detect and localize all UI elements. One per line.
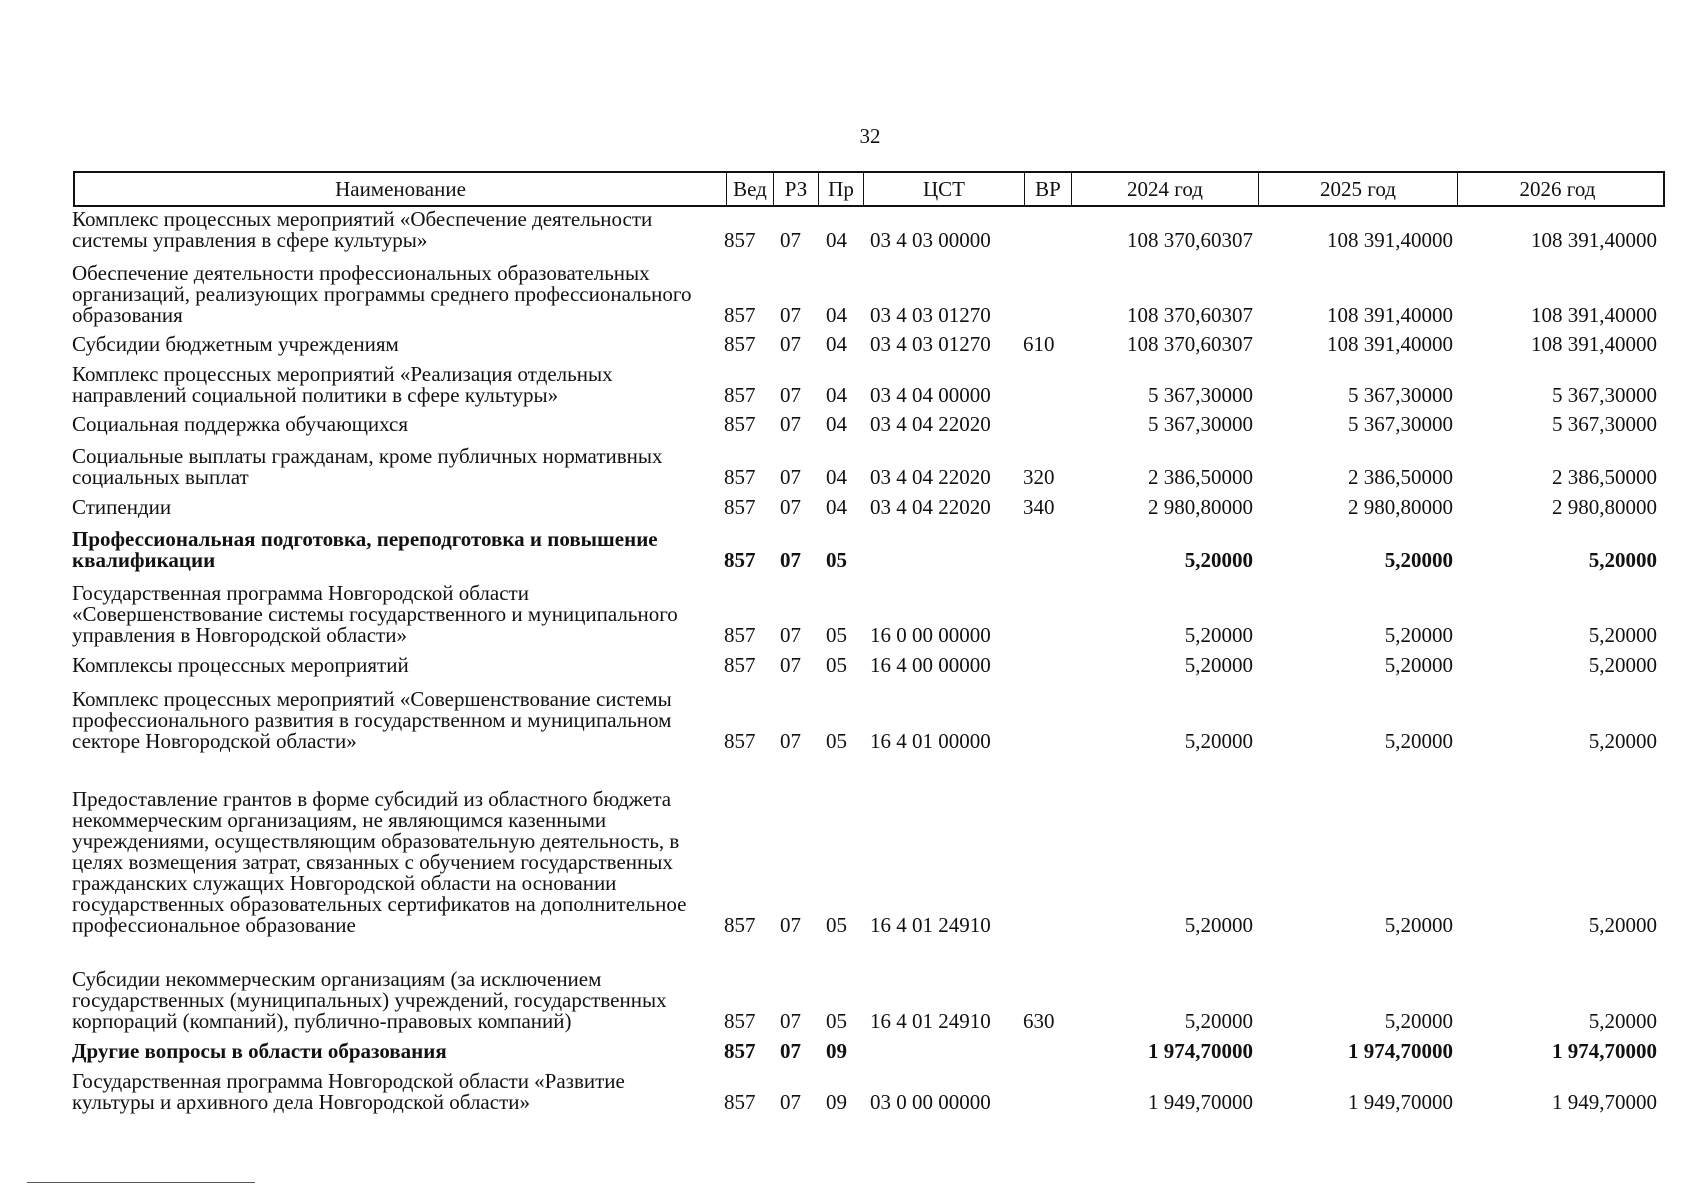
cell-ved: 857 bbox=[724, 303, 756, 327]
cell-2026: 5,20000 bbox=[1588, 913, 1657, 937]
cell-2026: 5,20000 bbox=[1588, 548, 1657, 572]
cell-2026: 1 974,70000 bbox=[1552, 1039, 1657, 1063]
cell-pr: 04 bbox=[826, 412, 847, 436]
cell-cst: 03 4 04 22020 bbox=[870, 465, 991, 489]
cell-ved: 857 bbox=[724, 228, 756, 252]
cell-cst: 03 4 04 22020 bbox=[870, 412, 991, 436]
cell-2026: 5 367,30000 bbox=[1552, 412, 1657, 436]
cell-pr: 09 bbox=[826, 1039, 847, 1063]
row-name: Стипендии bbox=[72, 495, 172, 519]
table-row bbox=[0, 576, 1695, 646]
cell-pr: 04 bbox=[826, 228, 847, 252]
cell-vr: 340 bbox=[1023, 495, 1055, 519]
cell-pr: 05 bbox=[826, 623, 847, 647]
cell-rz: 07 bbox=[780, 228, 801, 252]
cell-2025: 5,20000 bbox=[1384, 548, 1453, 572]
page-number: 32 bbox=[859, 124, 881, 148]
footer-rule bbox=[27, 1182, 255, 1183]
cell-rz: 07 bbox=[780, 548, 801, 572]
cell-cst: 16 4 01 24910 bbox=[870, 913, 991, 937]
cell-2026: 2 980,80000 bbox=[1552, 495, 1657, 519]
cell-2024: 108 370,60307 bbox=[1127, 228, 1253, 252]
cell-2025: 1 974,70000 bbox=[1348, 1039, 1453, 1063]
table-row bbox=[0, 1036, 1695, 1062]
cell-2024: 2 980,80000 bbox=[1148, 495, 1253, 519]
table-row bbox=[0, 328, 1695, 355]
cell-rz: 07 bbox=[780, 653, 801, 677]
table-row bbox=[0, 438, 1695, 488]
row-name: Социальная поддержка обучающихся bbox=[72, 412, 409, 436]
table-row bbox=[0, 758, 1695, 936]
cell-2026: 5,20000 bbox=[1588, 1009, 1657, 1033]
header-2025: 2025 год bbox=[1259, 173, 1458, 205]
table-row bbox=[0, 680, 1695, 752]
cell-ved: 857 bbox=[724, 653, 756, 677]
header-2026: 2026 год bbox=[1519, 176, 1596, 201]
cell-2024: 5 367,30000 bbox=[1148, 383, 1253, 407]
cell-rz: 07 bbox=[780, 495, 801, 519]
cell-2026: 5,20000 bbox=[1588, 729, 1657, 753]
cell-pr: 04 bbox=[826, 303, 847, 327]
cell-vr: 630 bbox=[1023, 1009, 1055, 1033]
cell-2024: 2 386,50000 bbox=[1148, 465, 1253, 489]
header-2024: 2024 год bbox=[1072, 173, 1259, 205]
cell-2024: 5,20000 bbox=[1184, 623, 1253, 647]
cell-pr: 05 bbox=[826, 913, 847, 937]
cell-2026: 108 391,40000 bbox=[1531, 332, 1657, 356]
cell-2025: 108 391,40000 bbox=[1327, 332, 1453, 356]
cell-rz: 07 bbox=[780, 913, 801, 937]
cell-2025: 5,20000 bbox=[1384, 653, 1453, 677]
cell-pr: 05 bbox=[826, 1009, 847, 1033]
cell-2024: 5,20000 bbox=[1184, 913, 1253, 937]
cell-2026: 1 949,70000 bbox=[1552, 1090, 1657, 1114]
cell-ved: 857 bbox=[724, 729, 756, 753]
cell-2025: 5,20000 bbox=[1384, 729, 1453, 753]
cell-rz: 07 bbox=[780, 729, 801, 753]
cell-pr: 05 bbox=[826, 548, 847, 572]
cell-vr: 610 bbox=[1023, 332, 1055, 356]
cell-ved: 857 bbox=[724, 1009, 756, 1033]
cell-cst: 03 0 00 00000 bbox=[870, 1090, 991, 1114]
cell-pr: 05 bbox=[826, 729, 847, 753]
cell-cst: 03 4 03 00000 bbox=[870, 228, 991, 252]
cell-pr: 04 bbox=[826, 332, 847, 356]
cell-2026: 5 367,30000 bbox=[1552, 383, 1657, 407]
row-name: Предоставление грантов в форме субсидий из областного бюджета некоммерческим организациям, не являющимся казенными учреждениями, осуществляющим образовательную деятельность, в целях возмещения затрат, связанных с обучением государственных гражданских служащих Новгородской области на основании государственных образовательных сертификатов на дополнительное профессиональное образование bbox=[72, 787, 687, 937]
header-name: Наименование bbox=[75, 173, 727, 205]
cell-2026: 108 391,40000 bbox=[1531, 228, 1657, 252]
table-row bbox=[0, 253, 1695, 326]
row-name: Комплекс процессных мероприятий «Обеспечение деятельности системы управления в сфере культуры» bbox=[72, 207, 653, 252]
header-rz: РЗ bbox=[774, 173, 819, 205]
cell-rz: 07 bbox=[780, 1090, 801, 1114]
cell-2026: 2 386,50000 bbox=[1552, 465, 1657, 489]
cell-rz: 07 bbox=[780, 412, 801, 436]
cell-ved: 857 bbox=[724, 1039, 756, 1063]
row-name: Другие вопросы в области образования bbox=[72, 1039, 447, 1063]
cell-rz: 07 bbox=[780, 332, 801, 356]
cell-rz: 07 bbox=[780, 1039, 801, 1063]
cell-2025: 2 980,80000 bbox=[1348, 495, 1453, 519]
cell-2024: 5,20000 bbox=[1184, 548, 1253, 572]
row-name: Комплекс процессных мероприятий «Совершенствование системы профессионального развития в государственном и муниципальном секторе Новгородской области» bbox=[72, 687, 672, 753]
cell-2024: 5,20000 bbox=[1184, 1009, 1253, 1033]
cell-rz: 07 bbox=[780, 383, 801, 407]
cell-2025: 5,20000 bbox=[1384, 1009, 1453, 1033]
cell-pr: 04 bbox=[826, 383, 847, 407]
row-name: Профессиональная подготовка, переподготовка и повышение квалификации bbox=[72, 527, 658, 572]
cell-ved: 857 bbox=[724, 623, 756, 647]
table-row bbox=[0, 491, 1695, 518]
cell-cst: 16 4 01 24910 bbox=[870, 1009, 991, 1033]
cell-2025: 5 367,30000 bbox=[1348, 412, 1453, 436]
cell-2024: 5,20000 bbox=[1184, 653, 1253, 677]
cell-2025: 108 391,40000 bbox=[1327, 303, 1453, 327]
cell-pr: 04 bbox=[826, 465, 847, 489]
cell-rz: 07 bbox=[780, 303, 801, 327]
cell-cst: 16 4 00 00000 bbox=[870, 653, 991, 677]
header-vr: ВР bbox=[1025, 173, 1072, 205]
table-row bbox=[0, 408, 1695, 435]
cell-2025: 108 391,40000 bbox=[1327, 228, 1453, 252]
cell-2025: 5,20000 bbox=[1384, 623, 1453, 647]
table-row bbox=[0, 940, 1695, 1032]
cell-ved: 857 bbox=[724, 465, 756, 489]
cell-rz: 07 bbox=[780, 465, 801, 489]
cell-ved: 857 bbox=[724, 383, 756, 407]
cell-cst: 03 4 03 01270 bbox=[870, 303, 991, 327]
cell-rz: 07 bbox=[780, 1009, 801, 1033]
cell-2024: 1 949,70000 bbox=[1148, 1090, 1253, 1114]
cell-2025: 1 949,70000 bbox=[1348, 1090, 1453, 1114]
cell-pr: 04 bbox=[826, 495, 847, 519]
cell-cst: 03 4 04 22020 bbox=[870, 495, 991, 519]
table-row bbox=[0, 522, 1695, 571]
table-row bbox=[0, 358, 1695, 406]
cell-2024: 108 370,60307 bbox=[1127, 303, 1253, 327]
cell-2024: 108 370,60307 bbox=[1127, 332, 1253, 356]
cell-2025: 5 367,30000 bbox=[1348, 383, 1453, 407]
table-row bbox=[0, 1065, 1695, 1113]
row-name: Субсидии бюджетным учреждениям bbox=[72, 332, 399, 356]
row-name: Обеспечение деятельности профессиональных образовательных организаций, реализующих программы среднего профессионального образования bbox=[72, 261, 692, 327]
row-name: Комплексы процессных мероприятий bbox=[72, 653, 409, 677]
header-pr: Пр bbox=[819, 173, 864, 205]
row-name: Социальные выплаты гражданам, кроме публичных нормативных социальных выплат bbox=[72, 444, 663, 489]
header-cst: ЦСТ bbox=[864, 173, 1025, 205]
cell-cst: 16 4 01 00000 bbox=[870, 729, 991, 753]
cell-pr: 05 bbox=[826, 653, 847, 677]
cell-ved: 857 bbox=[724, 548, 756, 572]
cell-cst: 16 0 00 00000 bbox=[870, 623, 991, 647]
cell-2024: 5,20000 bbox=[1184, 729, 1253, 753]
row-name: Государственная программа Новгородской области «Развитие культуры и архивного дела Новгородской области» bbox=[72, 1069, 625, 1114]
cell-ved: 857 bbox=[724, 332, 756, 356]
cell-cst: 03 4 04 00000 bbox=[870, 383, 991, 407]
cell-2026: 5,20000 bbox=[1588, 623, 1657, 647]
table-row bbox=[0, 204, 1695, 251]
cell-cst: 03 4 03 01270 bbox=[870, 332, 991, 356]
cell-ved: 857 bbox=[724, 412, 756, 436]
row-name: Государственная программа Новгородской области «Совершенствование системы государственного и муниципального управления в Новгородской области» bbox=[72, 581, 678, 647]
cell-2026: 108 391,40000 bbox=[1531, 303, 1657, 327]
cell-pr: 09 bbox=[826, 1090, 847, 1114]
table-row bbox=[0, 649, 1695, 676]
cell-2024: 5 367,30000 bbox=[1148, 412, 1253, 436]
cell-2025: 5,20000 bbox=[1384, 913, 1453, 937]
row-name: Комплекс процессных мероприятий «Реализация отдельных направлений социальной политики в сфере культуры» bbox=[72, 362, 613, 407]
cell-ved: 857 bbox=[724, 1090, 756, 1114]
row-name: Субсидии некоммерческим организациям (за исключением государственных (муниципальных) учреждений, государственных корпораций (компаний), публично-правовых компаний) bbox=[72, 967, 667, 1033]
cell-vr: 320 bbox=[1023, 465, 1055, 489]
header-ved: Вед bbox=[727, 173, 774, 205]
cell-ved: 857 bbox=[724, 913, 756, 937]
cell-2026: 5,20000 bbox=[1588, 653, 1657, 677]
cell-2025: 2 386,50000 bbox=[1348, 465, 1453, 489]
cell-2024: 1 974,70000 bbox=[1148, 1039, 1253, 1063]
cell-ved: 857 bbox=[724, 495, 756, 519]
cell-rz: 07 bbox=[780, 623, 801, 647]
